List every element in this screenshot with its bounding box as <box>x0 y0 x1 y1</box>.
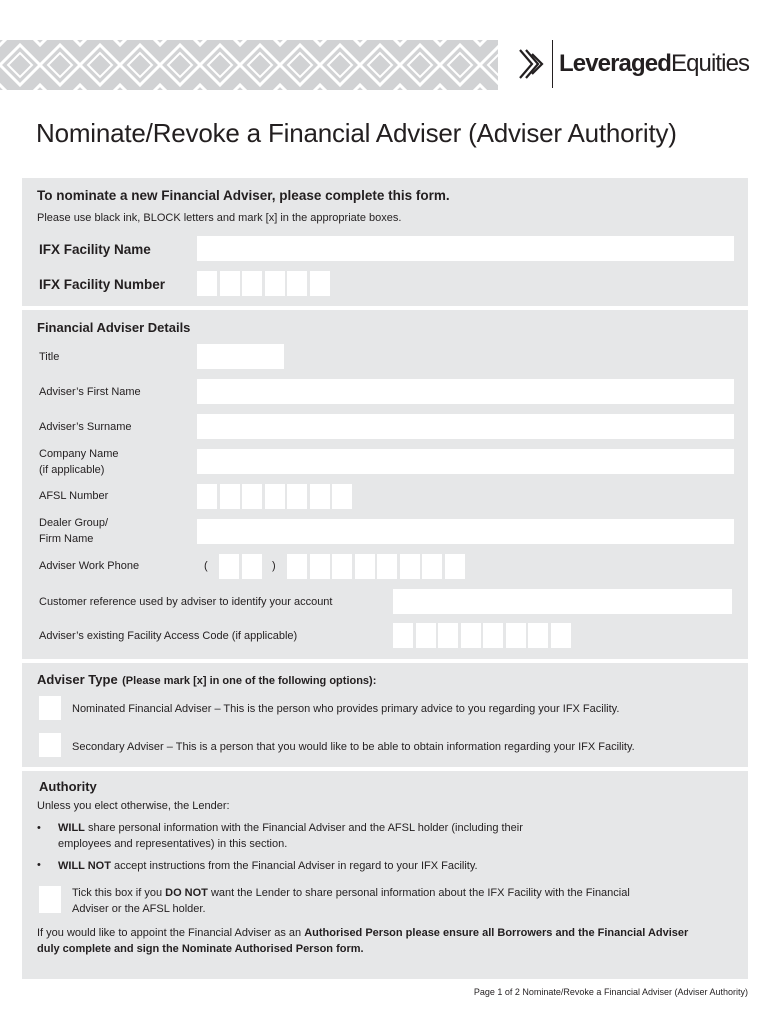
authorised-person-note: If you would like to appoint the Financial Adviser as an Authorised Person please ensure all Borrowers and the Financial Adviser duly complete and sign the Nominate Authorised Person form. <box>37 927 689 955</box>
company-field[interactable] <box>197 449 734 474</box>
phone-paren-close: ) <box>272 560 276 572</box>
first-name-field[interactable] <box>197 379 734 404</box>
intro-section <box>22 178 748 306</box>
adviser-details-section <box>22 310 748 659</box>
dealer-group-field[interactable] <box>197 519 734 544</box>
page-footer: Page 1 of 2 Nominate/Revoke a Financial Adviser (Adviser Authority) <box>473 987 748 997</box>
customer-ref-label: Customer reference used by adviser to identify your account <box>39 596 333 608</box>
afsl-label: AFSL Number <box>39 490 109 502</box>
adviser-details-heading: Financial Adviser Details <box>37 320 191 335</box>
logo-divider <box>552 40 553 88</box>
authority-will-not-text: WILL NOT accept instructions from the Financial Adviser in regard to your IFX Facility. <box>58 860 478 872</box>
customer-ref-field[interactable] <box>393 589 732 614</box>
intro-instruction: Please use black ink, BLOCK letters and mark [x] in the appropriate boxes. <box>37 212 402 224</box>
work-phone-label: Adviser Work Phone <box>39 560 140 572</box>
surname-label: Adviser’s Surname <box>39 421 132 433</box>
do-not-share-checkbox[interactable] <box>39 886 61 913</box>
page-title: Nominate/Revoke a Financial Adviser (Adviser Authority) <box>36 118 677 148</box>
authority-will-text: WILL share personal information with the Financial Adviser and the AFSL holder (including their employees and representatives) in this section. <box>58 822 523 850</box>
secondary-adviser-checkbox[interactable] <box>39 733 61 757</box>
logo-chevron-icon <box>518 46 546 87</box>
authority-section <box>22 771 748 979</box>
nominated-adviser-checkbox[interactable] <box>39 696 61 720</box>
bullet-will-not: • <box>37 859 41 871</box>
intro-heading: To nominate a new Financial Adviser, please complete this form. <box>37 188 450 203</box>
company-label: Company Name (if applicable) <box>39 448 119 476</box>
secondary-adviser-option: Secondary Adviser – This is a person that you would like to be able to obtain information regarding your IFX Facility. <box>72 741 635 753</box>
bullet-will: • <box>37 822 41 834</box>
dealer-group-label: Dealer Group/ Firm Name <box>39 517 109 545</box>
title-field[interactable] <box>197 344 284 369</box>
phone-paren-open: ( <box>204 560 208 572</box>
facility-name-field[interactable] <box>197 236 734 261</box>
surname-field[interactable] <box>197 414 734 439</box>
nominated-adviser-option: Nominated Financial Adviser – This is the person who provides primary advice to you regarding your IFX Facility. <box>72 703 620 715</box>
facility-number-label: IFX Facility Number <box>39 277 166 292</box>
adviser-type-heading: Adviser Type (Please mark [x] in one of the following options): <box>37 672 377 687</box>
header-pattern-banner <box>0 40 498 90</box>
logo-suffix: Equities <box>670 50 750 77</box>
authority-intro: Unless you elect otherwise, the Lender: <box>37 800 230 812</box>
first-name-label: Adviser’s First Name <box>39 386 141 398</box>
adviser-type-section <box>22 663 748 767</box>
do-not-share-text: Tick this box if you DO NOT want the Lender to share personal information about the IFX Facility with the Financial Adviser or the AFSL holder. <box>72 887 630 915</box>
logo-brand: Leveraged <box>559 50 671 77</box>
authority-heading: Authority <box>39 779 97 794</box>
brand-logo <box>559 50 749 78</box>
access-code-label: Adviser’s existing Facility Access Code (if applicable) <box>39 630 298 642</box>
facility-name-label: IFX Facility Name <box>39 242 151 257</box>
title-label: Title <box>39 351 60 363</box>
